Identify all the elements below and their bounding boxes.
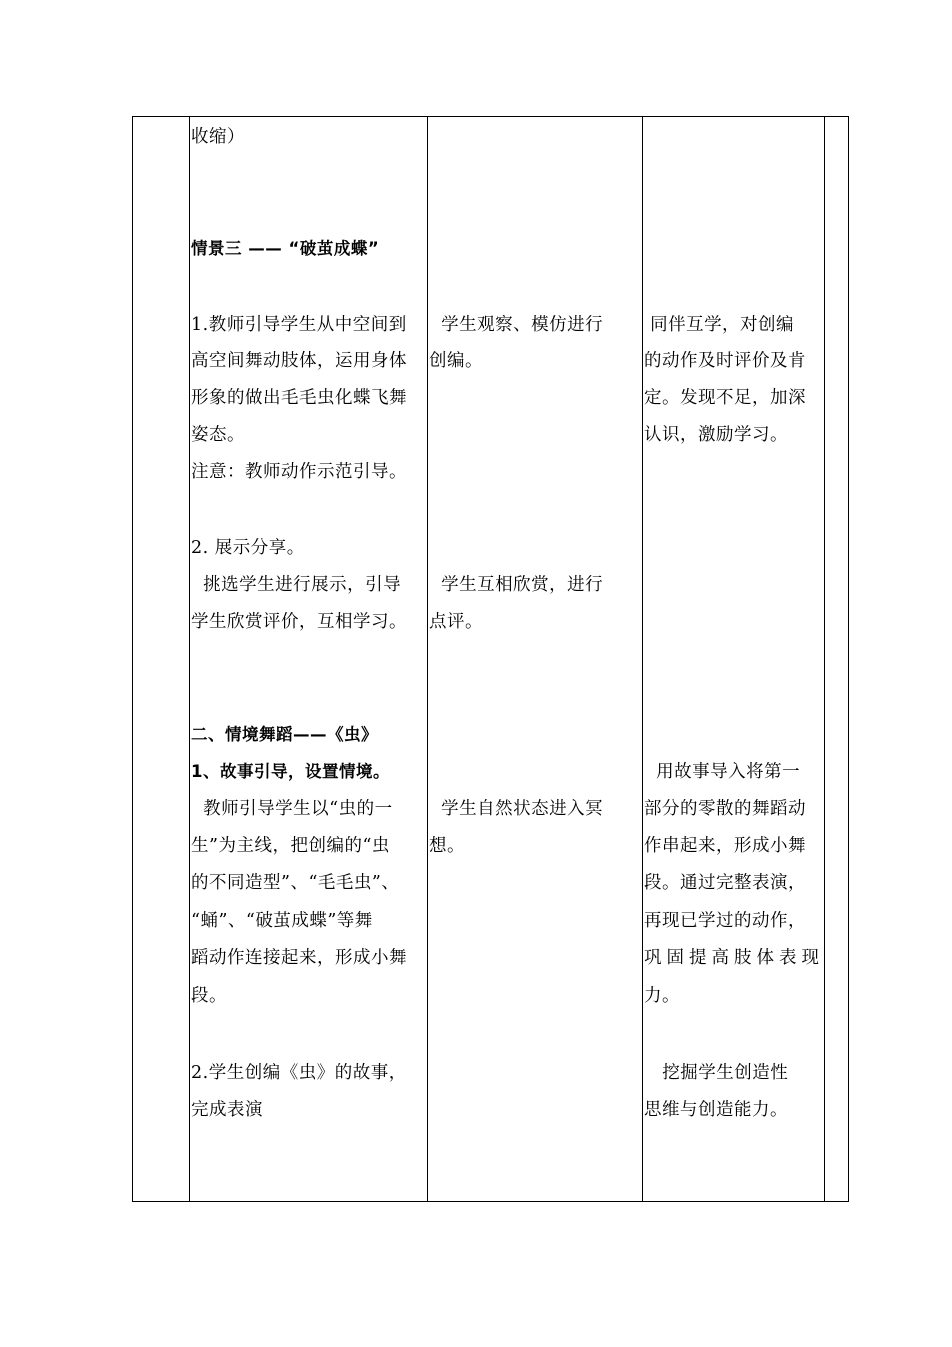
text-line: 认识，激励学习。: [644, 425, 788, 445]
table-border-col5-left: [824, 116, 825, 1202]
subsection-heading: 1、故事引导，设置情境。: [191, 762, 390, 781]
text-line: 形象的做出毛毛虫化蝶飞舞: [191, 388, 407, 408]
text-line: 巩固提高肢体表现: [644, 948, 824, 968]
text-line: 学生互相欣赏，进行: [429, 575, 604, 595]
text-line: 段。通过完整表演，: [644, 873, 806, 893]
table-border-right: [848, 116, 849, 1202]
text-line: 注意：教师动作示范引导。: [191, 462, 407, 482]
table-top-border: [132, 116, 849, 117]
text-line: 挖掘学生创造性: [644, 1063, 789, 1083]
text-line: 学生欣赏评价，互相学习。: [191, 612, 407, 632]
text-line: 段。: [191, 986, 227, 1006]
table-border-col2-left: [189, 116, 190, 1202]
text-line: 的动作及时评价及肯: [644, 351, 806, 371]
text-line: “蛹”、“破茧成蝶”等舞: [191, 911, 373, 931]
text-line: 1.教师引导学生从中空间到: [191, 315, 407, 335]
text-line: 同伴互学，对创编: [644, 315, 795, 335]
text-line: 用故事导入将第一: [644, 762, 801, 782]
text-line: 创编。: [429, 351, 483, 371]
section-heading: 二、情境舞蹈——《虫》: [191, 725, 378, 744]
text-line: 部分的零散的舞蹈动: [644, 799, 806, 819]
text-line: 定。发现不足，加深: [644, 388, 806, 408]
text-line: 想。: [429, 836, 465, 856]
text-line: 高空间舞动肢体，运用身体: [191, 351, 407, 371]
text-line: 作串起来，形成小舞: [644, 836, 806, 856]
text-line: 教师引导学生以“虫的一: [191, 799, 393, 819]
text-line: 2.学生创编《虫》的故事，: [191, 1063, 407, 1083]
table-border-col3-left: [427, 116, 428, 1202]
text-line: 2. 展示分享。: [191, 538, 305, 558]
text-line: 思维与创造能力。: [644, 1100, 788, 1120]
text-line: 完成表演: [191, 1100, 263, 1120]
text-line: 学生观察、模仿进行: [429, 315, 604, 335]
text-line: 点评。: [429, 612, 483, 632]
text-line: 蹈动作连接起来，形成小舞: [191, 948, 407, 968]
table-bottom-border: [132, 1201, 849, 1202]
section-heading: 情景三 —— “破茧成蝶”: [191, 239, 380, 258]
text-line: 挑选学生进行展示，引导: [191, 575, 402, 595]
text-line: 生”为主线，把创编的“虫: [191, 836, 390, 856]
text-line: 收缩）: [191, 127, 245, 147]
table-border-col1-left: [132, 116, 133, 1202]
text-line: 学生自然状态进入冥: [429, 799, 604, 819]
text-line: 的不同造型”、“毛毛虫”、: [191, 873, 400, 893]
text-line: 姿态。: [191, 425, 245, 445]
text-line: 再现已学过的动作，: [644, 911, 806, 931]
table-border-col4-left: [642, 116, 643, 1202]
text-line: 力。: [644, 986, 680, 1006]
